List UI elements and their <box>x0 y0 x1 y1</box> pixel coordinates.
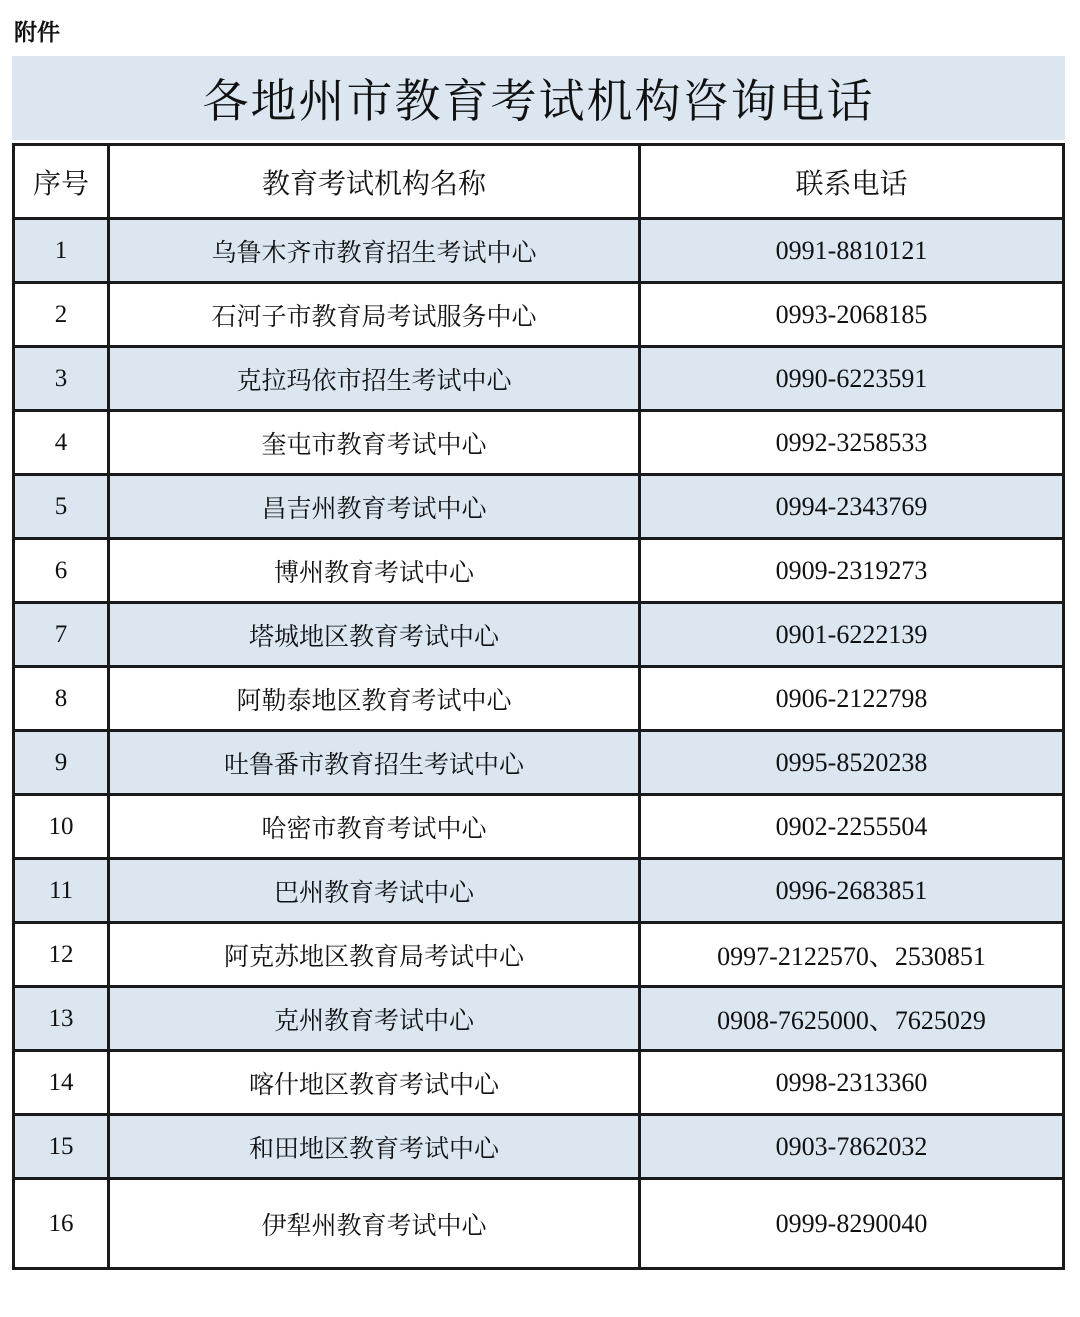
table-row <box>14 859 1064 923</box>
row-name: 伊犁州教育考试中心 <box>109 1179 640 1269</box>
row-index: 1 <box>14 219 109 283</box>
row-index: 13 <box>14 987 109 1051</box>
row-name: 乌鲁木齐市教育招生考试中心 <box>109 219 640 283</box>
row-index: 7 <box>14 603 109 667</box>
row-index: 3 <box>14 347 109 411</box>
row-index: 10 <box>14 795 109 859</box>
row-index: 15 <box>14 1115 109 1179</box>
row-phone: 0994-2343769 <box>640 475 1064 539</box>
row-index: 2 <box>14 283 109 347</box>
table-row <box>14 539 1064 603</box>
row-name: 博州教育考试中心 <box>109 539 640 603</box>
row-name: 塔城地区教育考试中心 <box>109 603 640 667</box>
row-name: 吐鲁番市教育招生考试中心 <box>109 731 640 795</box>
header-phone: 联系电话 <box>640 145 1064 219</box>
table-row <box>14 923 1064 987</box>
row-phone: 0993-2068185 <box>640 283 1064 347</box>
table-row <box>14 411 1064 475</box>
row-name: 阿克苏地区教育局考试中心 <box>109 923 640 987</box>
row-phone: 0998-2313360 <box>640 1051 1064 1115</box>
contact-table <box>12 143 1065 1270</box>
row-name: 昌吉州教育考试中心 <box>109 475 640 539</box>
row-phone: 0997-2122570、2530851 <box>640 923 1064 987</box>
row-phone: 0909-2319273 <box>640 539 1064 603</box>
row-name: 哈密市教育考试中心 <box>109 795 640 859</box>
header-index: 序号 <box>14 145 109 219</box>
row-index: 6 <box>14 539 109 603</box>
row-name: 奎屯市教育考试中心 <box>109 411 640 475</box>
table-row <box>14 1115 1064 1179</box>
row-index: 4 <box>14 411 109 475</box>
table-row <box>14 667 1064 731</box>
row-name: 克拉玛依市招生考试中心 <box>109 347 640 411</box>
table-row <box>14 1179 1064 1269</box>
row-index: 8 <box>14 667 109 731</box>
row-index: 16 <box>14 1179 109 1269</box>
row-phone: 0996-2683851 <box>640 859 1064 923</box>
table-row <box>14 987 1064 1051</box>
row-phone: 0991-8810121 <box>640 219 1064 283</box>
row-index: 14 <box>14 1051 109 1115</box>
row-index: 9 <box>14 731 109 795</box>
table-row <box>14 795 1064 859</box>
row-phone: 0995-8520238 <box>640 731 1064 795</box>
row-index: 12 <box>14 923 109 987</box>
header-name: 教育考试机构名称 <box>109 145 640 219</box>
row-name: 阿勒泰地区教育考试中心 <box>109 667 640 731</box>
row-phone: 0992-3258533 <box>640 411 1064 475</box>
row-index: 5 <box>14 475 109 539</box>
table-row <box>14 219 1064 283</box>
row-phone: 0908-7625000、7625029 <box>640 987 1064 1051</box>
row-phone: 0999-8290040 <box>640 1179 1064 1269</box>
table-row <box>14 283 1064 347</box>
row-phone: 0990-6223591 <box>640 347 1064 411</box>
row-name: 石河子市教育局考试服务中心 <box>109 283 640 347</box>
title-banner <box>12 56 1065 140</box>
row-index: 11 <box>14 859 109 923</box>
attachment-label: 附件 <box>14 20 60 46</box>
table-row <box>14 603 1064 667</box>
row-phone: 0902-2255504 <box>640 795 1064 859</box>
row-phone: 0901-6222139 <box>640 603 1064 667</box>
table-row <box>14 1051 1064 1115</box>
table-row <box>14 475 1064 539</box>
row-phone: 0906-2122798 <box>640 667 1064 731</box>
row-name: 和田地区教育考试中心 <box>109 1115 640 1179</box>
row-name: 巴州教育考试中心 <box>109 859 640 923</box>
table-row <box>14 347 1064 411</box>
page-title: 各地州市教育考试机构咨询电话 <box>202 74 875 128</box>
row-phone: 0903-7862032 <box>640 1115 1064 1179</box>
table-row <box>14 731 1064 795</box>
table-header-row <box>14 145 1064 219</box>
row-name: 克州教育考试中心 <box>109 987 640 1051</box>
row-name: 喀什地区教育考试中心 <box>109 1051 640 1115</box>
